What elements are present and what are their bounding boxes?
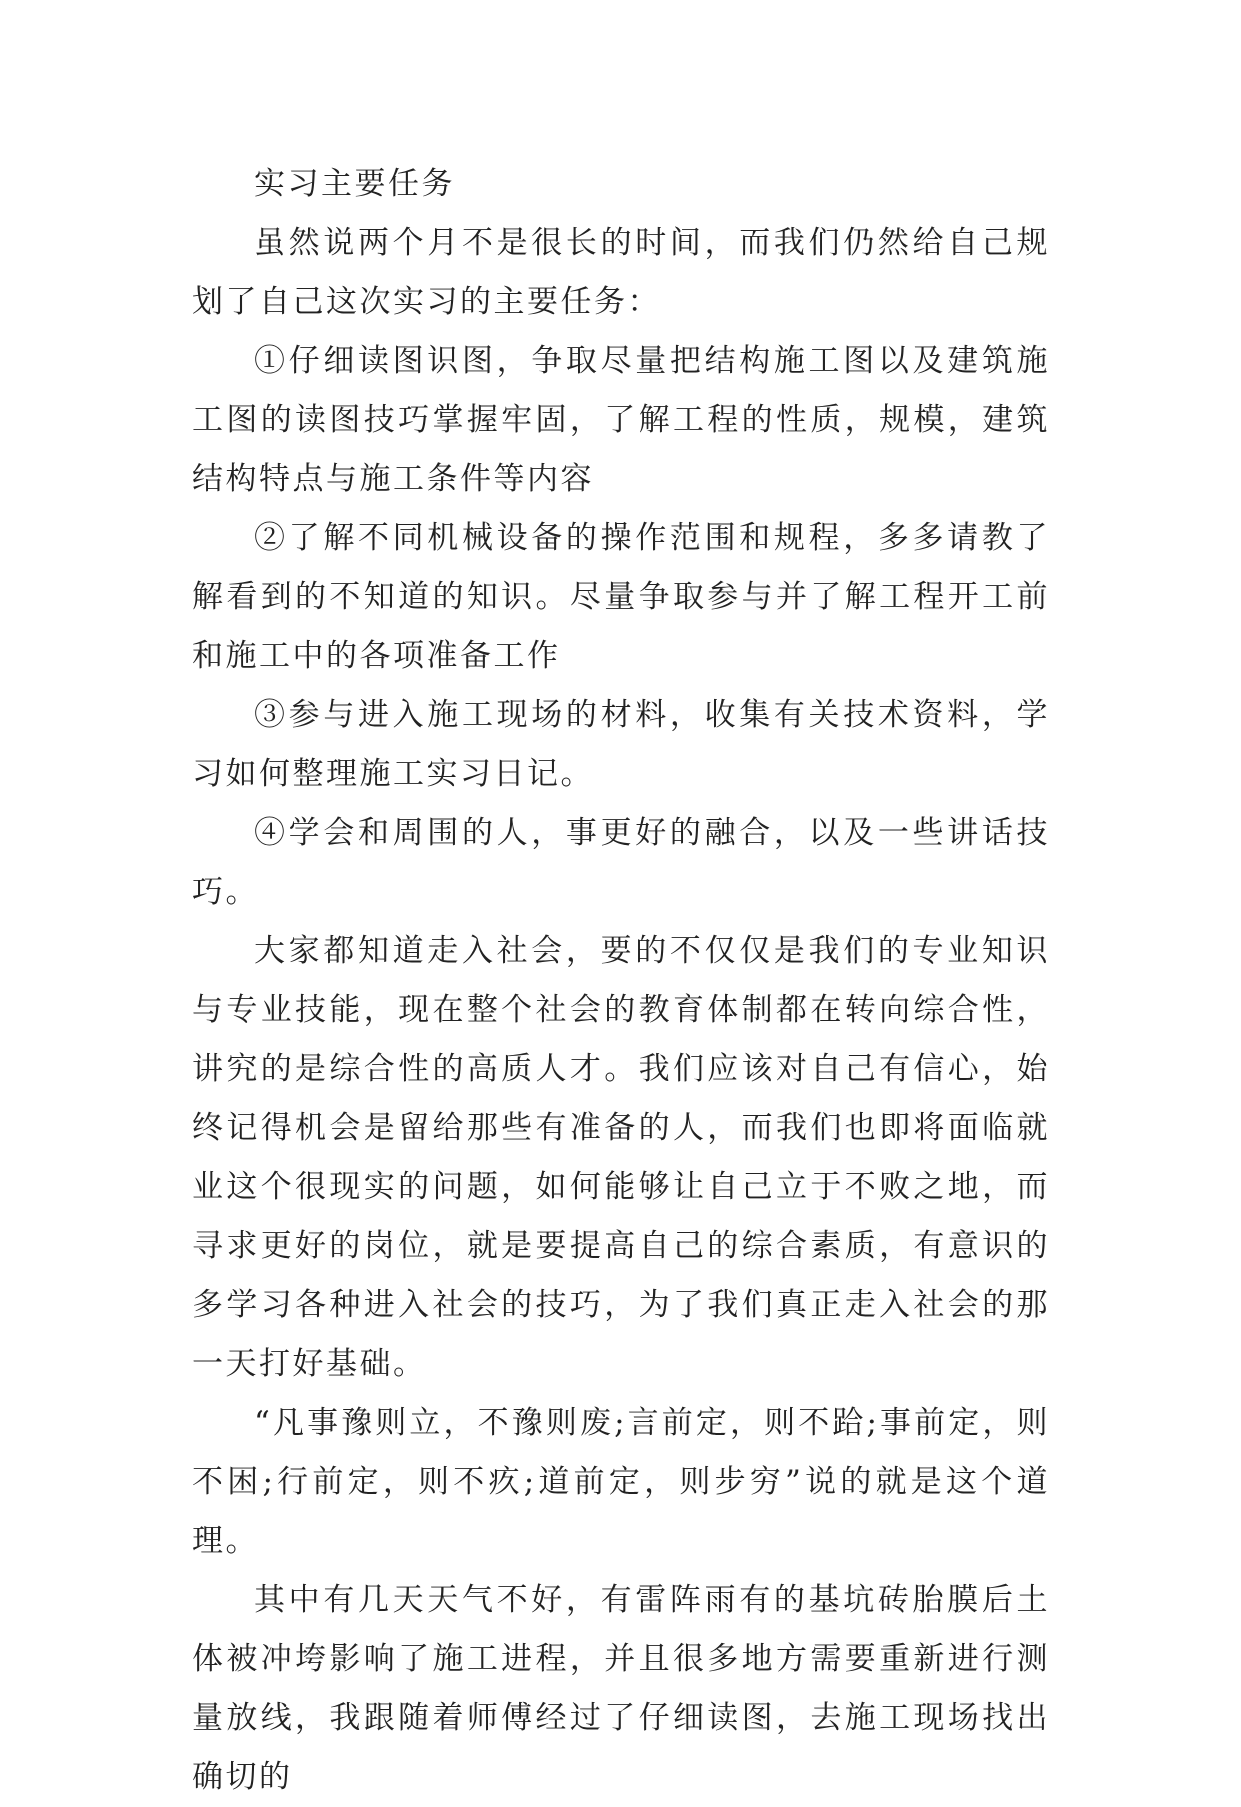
paragraph-task-1: ①仔细读图识图，争取尽量把结构施工图以及建筑施工图的读图技巧掌握牢固，了解工程的性质，规模，建筑结构特点与施工条件等内容 (192, 343, 1050, 497)
section-heading: 实习主要任务 (254, 166, 455, 202)
document-body (192, 155, 1050, 1807)
paragraph-task-3: ③参与进入施工现场的材料，收集有关技术资料，学习如何整理施工实习日记。 (192, 697, 1050, 792)
paragraph-society: 大家都知道走入社会，要的不仅仅是我们的专业知识与专业技能，现在整个社会的教育体制都在转向综合性，讲究的是综合性的高质人才。我们应该对自己有信心，始终记得机会是留给那些有准备的人，而我们也即将面临就业这个很现实的问题，如何能够让自己立于不败之地，而寻求更好的岗位，就是要提高自己的综合素质，有意识的多学习各种进入社会的技巧，为了我们真正走入社会的那一天打好基础。 (192, 933, 1050, 1382)
paragraph-task-2: ②了解不同机械设备的操作范围和规程，多多请教了解看到的不知道的知识。尽量争取参与并了解工程开工前和施工中的各项准备工作 (192, 520, 1050, 674)
paragraph-task-4: ④学会和周围的人，事更好的融合，以及一些讲话技巧。 (192, 815, 1050, 910)
paragraph-intro: 虽然说两个月不是很长的时间，而我们仍然给自己规划了自己这次实习的主要任务： (192, 225, 1050, 320)
paragraph-weather: 其中有几天天气不好，有雷阵雨有的基坑砖胎膜后土体被冲垮影响了施工进程，并且很多地方需要重新进行测量放线，我跟随着师傅经过了仔细读图，去施工现场找出确切的 (192, 1582, 1050, 1795)
paragraph-quote: “凡事豫则立，不豫则废;言前定，则不跲;事前定，则不困;行前定，则不疚;道前定，则步穷”说的就是这个道理。 (192, 1405, 1050, 1559)
